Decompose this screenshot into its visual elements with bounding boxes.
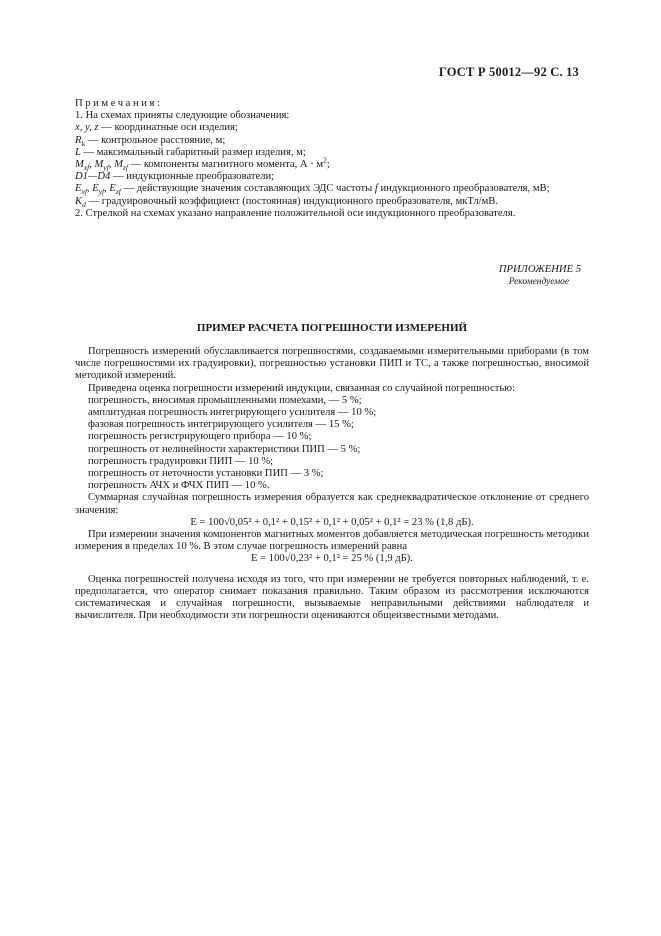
note-e: $E_{xf}$, $E_{yf}$, $E_{zf}$ — действующие значения составляющих ЭДС частоты f индукционного преобразователя, мВ; (75, 183, 550, 197)
formula-1: E = 100√0,05² + 0,1² + 0,15² + 0,1² + 0,05² + 0,1² = 23 % (1,8 дБ). (190, 516, 474, 528)
appendix-label (499, 264, 581, 288)
paragraph-2: Приведена оценка погрешности измерений индукции, связанная со случайной погрешностью: (88, 382, 516, 394)
note-l: L — максимальный габаритный размер изделия, м; (75, 146, 306, 158)
list-item: погрешность, вносимая промышленными помехами, — 5 %; (88, 394, 362, 406)
body-text (75, 346, 589, 622)
formula-2: E = 100√0,23² + 0,1² = 25 % (1,9 дБ). (251, 553, 413, 565)
appendix-status: Рекомендуемое (508, 277, 569, 287)
note-m: $M_{xf}$, $M_{yf}$, $M_{zf}$ — компоненты магнитного момента, $А \cdot м^2$; (75, 155, 330, 173)
note-rk: $R_k$ — контрольное расстояние, м; (75, 134, 226, 148)
section-title: ПРИМЕР РАСЧЕТА ПОГРЕШНОСТИ ИЗМЕРЕНИЙ (196, 322, 468, 334)
list-item: амплитудная погрешность интегрирующего усилителя — 10 %; (88, 407, 377, 419)
list-item: погрешность градуировки ПИП — 10 %; (88, 455, 274, 467)
page-header: ГОСТ Р 50012—92 С. 13 (438, 65, 579, 79)
list-item: фазовая погрешность интегрирующего усилителя — 15 %; (88, 419, 354, 431)
paragraph-3: Суммарная случайная погрешность измерения образуется как среднеквадратическое отклонение от среднего значения: (75, 492, 589, 516)
list-item: погрешность регистрирующего прибора — 10 %; (88, 431, 312, 443)
paragraph-5: Оценка погрешностей получена исходя из того, что при измерении не требуется повторных наблюдений, т. е. предполагается, что оператор снимает показания правильно. Таким образом из рассмотрения исключаются систематическая и случайная погрешности, вызываемые неправильными действиями наблюдателя и вычислителя. При необходимости эти погрешности оцениваются общеизвестными методами. (75, 573, 589, 622)
notes-block (75, 98, 595, 220)
note-k: $K_d$ — градуировочный коэффициент (постоянная) индукционного преобразователя, мкТл/мВ. (75, 195, 499, 209)
list-item: погрешность от нелинейности характеристики ПИП — 5 %; (88, 443, 361, 455)
notes-heading: Примечания: (75, 98, 163, 109)
paragraph-4: При измерении значения компонентов магнитных моментов добавляется методическая погрешность методики измерения в пределах 10 %. В этом случае погрешность измерений равна (75, 529, 589, 553)
note-d: D1—D4 — индукционные преобразователи; (75, 171, 275, 183)
notes-intro: 1. На схемах приняты следующие обозначения: (75, 110, 290, 122)
list-item: погрешность от неточности установки ПИП — 3 %; (88, 468, 324, 480)
note-2: 2. Стрелкой на схемах указано направление положительной оси индукционного преобразователя. (75, 207, 516, 219)
note-axes: x, y, z — координатные оси изделия; (75, 122, 238, 134)
appendix-number: ПРИЛОЖЕНИЕ 5 (498, 264, 581, 275)
paragraph-1: Погрешность измерений обуславливается погрешностями, создаваемыми измерительными приборами (в том числе погрешностями их градуировки), погрешностью установки ПИП и ТС, а также погрешностью, вносимой методикой измерений. (75, 346, 589, 382)
error-list (75, 395, 589, 493)
list-item: погрешность АЧХ и ФЧХ ПИП — 10 %. (88, 480, 270, 492)
